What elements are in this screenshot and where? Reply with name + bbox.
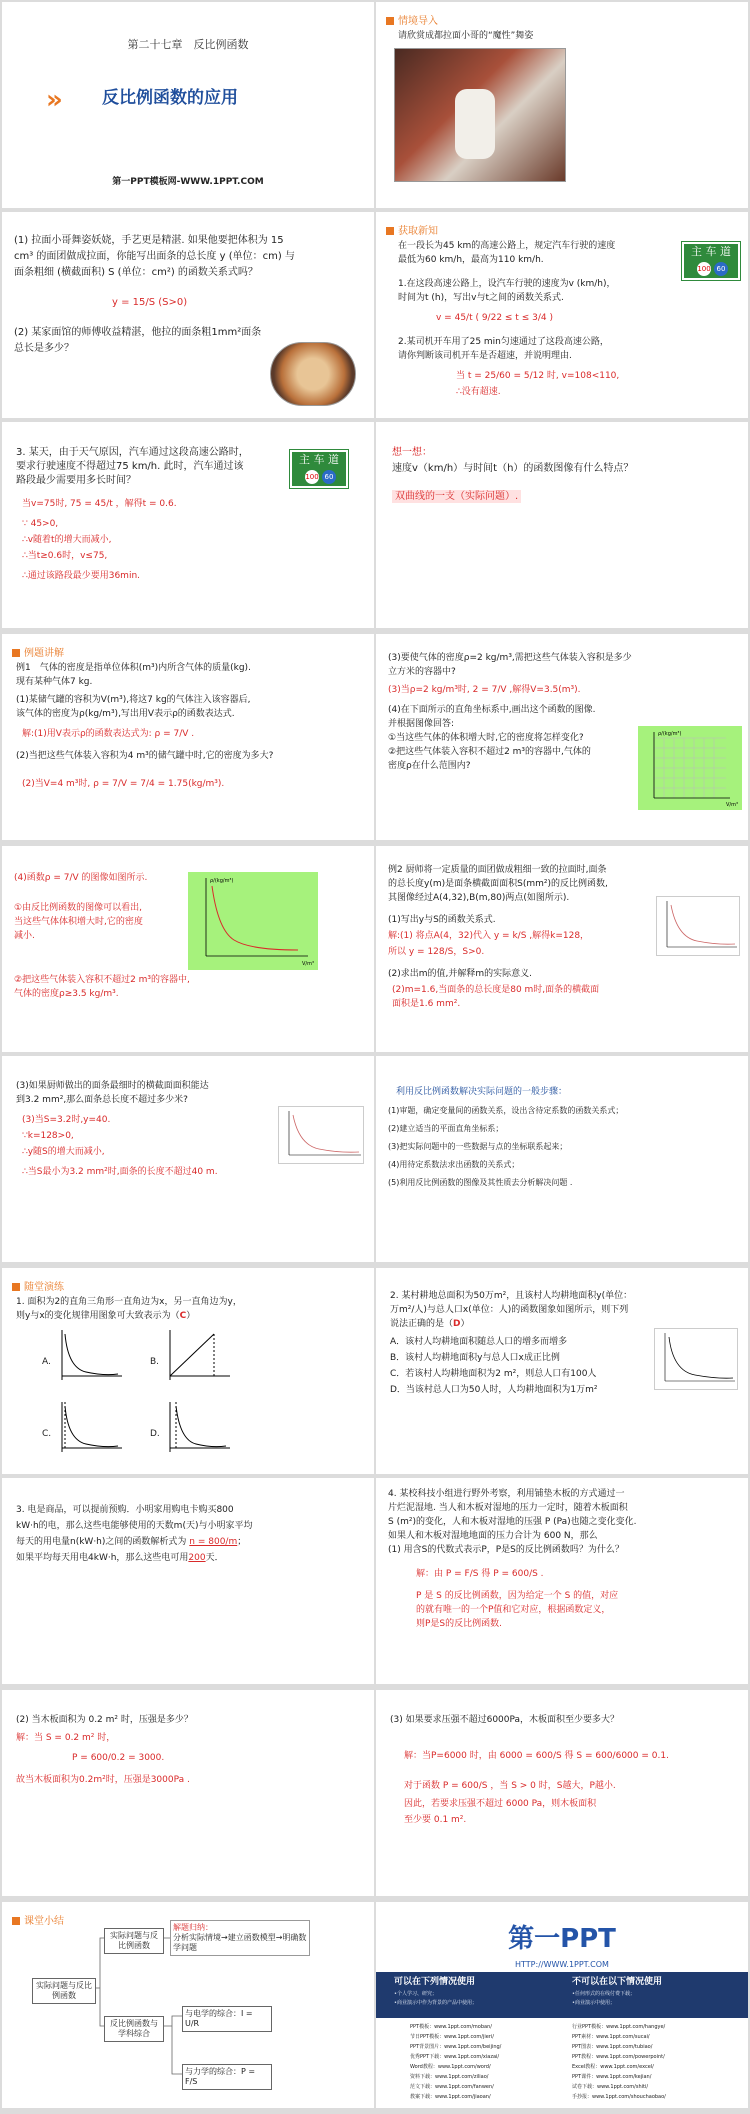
answer-line: ①由反比例函数的图像可以看出, xyxy=(14,903,142,913)
text-line: (1)某储气罐的容积为V(m³),将这7 kg的气体注入该容器后, xyxy=(16,695,251,705)
text-line: 立方米的容器中? xyxy=(388,667,456,677)
speed-max-icon: 100 xyxy=(305,470,319,484)
text-line: 密度ρ在什么范围内? xyxy=(388,761,471,771)
formula: y = 15/S (S>0) xyxy=(112,297,188,308)
intro-text: 请欣赏成都拉面小哥的“魔性”舞姿 xyxy=(398,31,534,41)
text-line: 最低为60 km/h，最高为110 km/h. xyxy=(398,255,544,265)
slide-example2-cont xyxy=(2,1056,374,1262)
answer-line: P 是 S 的反比例函数，因为给定一个 S 的值，对应 xyxy=(416,1591,619,1601)
answer-line: ∴v随着t的增大而减小, xyxy=(22,535,112,545)
license-text: •个人学习、研究； xyxy=(394,1991,437,1997)
answer-line: 则P是S的反比例函数. xyxy=(416,1619,503,1629)
text-line: ①当这些气体的体积增大时,它的密度将怎样变化? xyxy=(388,733,584,743)
hyperbola-curve xyxy=(212,886,298,950)
question-line: 总长是多少？ xyxy=(14,343,74,354)
answer-line: ∴当t≥0.6时，v≤75, xyxy=(22,551,108,561)
axis-label-y: ρ/(kg/m³) xyxy=(210,878,234,884)
option-c-label: C. xyxy=(42,1429,52,1439)
text-line: 每天的用电量n(kW·h)之间的函数解析式为 xyxy=(16,1537,187,1547)
footer-text: 第一PPT模板网-WWW.1PPT.COM xyxy=(112,177,264,187)
link-list-right xyxy=(572,2022,666,2102)
think-heading: 想一想： xyxy=(392,447,432,458)
answer-line: ∴当S最小为3.2 mm²时,面条的长度不超过40 m. xyxy=(22,1167,218,1177)
option-a-graph xyxy=(56,1328,126,1384)
axis-label-x: V/m³ xyxy=(726,802,738,808)
answer-line: 解:(1)用V表示ρ的函数表达式为: ρ = 7/V . xyxy=(22,729,195,739)
step-item: (3)把实际问题中的一些数据与点的坐标联系起来； xyxy=(388,1142,568,1151)
answer-line: 解:(1) 将点A(4，32)代入 y = k/S ,解得k=128， xyxy=(388,931,590,941)
step-item: (5)利用反比例函数的图像及其性质去分析解决问题 . xyxy=(388,1178,573,1187)
option-c-graph xyxy=(56,1400,126,1456)
option-b-graph xyxy=(164,1328,234,1384)
chapter-label: 第二十七章 反比例函数 xyxy=(127,38,249,51)
answer-line: (3)当ρ=2 kg/m³时, 2 = 7/V ,解得V=3.5(m³). xyxy=(388,685,581,695)
text-line: 说法正确的是（ xyxy=(390,1319,454,1329)
step-item: (4)用待定系数法求出函数的关系式； xyxy=(388,1160,520,1169)
text-line: 2.某司机开车用了25 min匀速通过了这段高速公路， xyxy=(398,337,609,347)
option-d-label: D. xyxy=(150,1429,160,1439)
slide-title-text: 反比例函数的应用 xyxy=(102,88,238,108)
ppt-logo: 第一PPT xyxy=(508,1924,616,1954)
speed-min-icon: 60 xyxy=(714,262,728,276)
text-line: 要求行驶速度不得超过75 km/h. 此时，汽车通过该 xyxy=(16,461,244,472)
option-b: B．该村人均耕地面积y与总人口x成正比例 xyxy=(390,1353,560,1363)
text-line: 其图像经过A(4,32),B(m,80)两点(如图所示). xyxy=(388,893,570,903)
answer-line: 解：当 S = 0.2 m² 时， xyxy=(16,1733,116,1743)
graph-panel xyxy=(188,872,318,970)
question-line: cm³ 的面团做成拉面，你能写出面条的总长度 y (单位：cm) 与 xyxy=(14,251,295,262)
answer-days: 200 xyxy=(188,1553,206,1563)
text-line: 万m²/人)与总人口x(单位：人)的函数图象如图所示，则下列 xyxy=(390,1305,629,1315)
text-line: 2. 某村耕地总面积为50万m²，且该村人均耕地面积y(单位： xyxy=(390,1291,633,1301)
text-line: 请你判断该司机开车是否超速，并说明理由. xyxy=(398,351,572,361)
text-line: 例1 气体的密度是指单位体积(m³)内所含气体的质量(kg). xyxy=(16,663,251,673)
text-line: 到3.2 mm²,那么面条总长度不超过多少米? xyxy=(16,1095,188,1105)
link-list-left xyxy=(410,2022,501,2102)
answer-line: (3)当S=3.2时,y=40. xyxy=(22,1115,111,1125)
empty-coordinate-grid xyxy=(638,726,742,810)
step-item: (2)建立适当的平面直角坐标系； xyxy=(388,1124,504,1133)
option-b-label: B. xyxy=(150,1357,160,1367)
noodle-bowl-photo xyxy=(270,342,356,406)
resource-link[interactable]: PPT模板：www.1ppt.com/moban/ xyxy=(410,2024,492,2030)
option-d: D．当该村总人口为50人时，人均耕地面积为1万m² xyxy=(390,1385,598,1395)
license-heading-forbidden: 不可以在以下情况使用 xyxy=(572,1977,663,1987)
resource-link[interactable]: PPT素材：www.1ppt.com/sucai/ xyxy=(572,2034,650,2040)
answer-line: 当这些气体体积增大时,它的密度 xyxy=(14,917,143,927)
text-line: 4. 某校科技小组进行野外考察，利用铺垫木板的方式通过一 xyxy=(388,1489,625,1499)
summary-connectors xyxy=(2,1902,374,2108)
option-d-graph xyxy=(164,1400,234,1456)
slide-steps xyxy=(376,1056,748,1262)
answer-line: 所以 y = 128/S，S>0. xyxy=(388,947,485,957)
text-line: (3) 如果要求压强不超过6000Pa，木板面积至少要多大？ xyxy=(390,1715,620,1725)
summary-mechanics: 与力学的综合：P = F/S xyxy=(182,2064,272,2090)
question-line: 面条粗细 (横截面积) S (单位：cm²) 的函数关系式吗？ xyxy=(14,267,258,278)
slide-question3 xyxy=(2,422,374,628)
section-label: 情境导入 xyxy=(386,12,438,27)
slide-example1 xyxy=(2,634,374,840)
slide-graph-answer xyxy=(2,846,374,1052)
answer-line: 因此，若要求压强不超过 6000 Pa，则木板面积 xyxy=(404,1799,597,1809)
empty-grid-panel xyxy=(638,726,742,810)
resource-link[interactable]: PPT图表：www.1ppt.com/tubiao/ xyxy=(572,2044,653,2050)
text-line: ） xyxy=(186,1311,196,1321)
text-line: 时间为t (h)，写出v与t之间的函数关系式. xyxy=(398,293,564,303)
speed-max-icon: 100 xyxy=(697,262,711,276)
text-line: 则y与x的变化规律用图象可大致表示为（ xyxy=(16,1311,180,1321)
answer-line: 解：当P=6000 时，由 6000 = 600/S 得 S = 600/6000 = 0.1. xyxy=(404,1751,669,1761)
slide-practice3 xyxy=(2,1478,374,1684)
axis-label-x: V/m³ xyxy=(302,961,314,967)
answer-line: P = 600/0.2 = 3000. xyxy=(72,1753,165,1763)
slide-new-knowledge xyxy=(376,212,748,418)
slide-practice1 xyxy=(2,1268,374,1474)
resource-link[interactable]: 行业PPT模板：www.1ppt.com/hangye/ xyxy=(572,2024,666,2030)
text-line: 该气体的密度为ρ(kg/m³),写出用V表示ρ的函数表达式. xyxy=(16,709,235,719)
answer-line: 至少要 0.1 m². xyxy=(404,1815,467,1825)
option-a-label: A. xyxy=(42,1357,51,1367)
answer-line: 减小. xyxy=(14,931,35,941)
answer-line: ∴通过该路段最少要用36min. xyxy=(22,571,141,581)
arrows-icon: » xyxy=(46,85,63,115)
text-line: (1)写出y与S的函数关系式. xyxy=(388,915,496,925)
chef-figure xyxy=(455,89,495,159)
resource-link[interactable]: 范文下载：www.1ppt.com/fanwen/ xyxy=(410,2084,494,2090)
text-line: 路段最少需要用多长时间？ xyxy=(16,475,136,486)
answer-line: ∵ 45>0, xyxy=(22,519,59,529)
slide-example1-cont xyxy=(376,634,748,840)
question-line: (1) 拉面小哥舞姿妖娆，手艺更是精湛. 如果他要把体积为 15 xyxy=(14,235,284,246)
text-line: ； xyxy=(237,1537,247,1547)
question-line: (2) 某家面馆的师傅收益精湛，他拉的面条粗1mm²面条 xyxy=(14,327,262,338)
answer-line: ∴y随S的增大而减小, xyxy=(22,1147,105,1157)
text-line: 1. 面积为2的直角三角形一直角边为x，另一直角边为y， xyxy=(16,1297,242,1307)
answer-choice: C xyxy=(179,1311,187,1321)
text-line: (2)当把这些气体装入容积为4 m³的储气罐中时,它的密度为多大? xyxy=(16,751,274,761)
summary-branch-box: 反比例函数与学科综合 xyxy=(104,2016,164,2042)
slide-intro xyxy=(376,2,748,208)
formula: v = 45/t ( 9/22 ≤ t ≤ 3/4 ) xyxy=(436,313,553,323)
slide-think xyxy=(376,422,748,628)
answer-line: (2)当V=4 m³时, ρ = 7/V = 7/4 = 1.75(kg/m³). xyxy=(22,779,225,789)
slide-title xyxy=(2,2,374,208)
answer-line: 当v=75时, 75 = 45/t ，解得t = 0.6. xyxy=(22,499,177,509)
answer-line: 气体的密度ρ≥3.5 kg/m³. xyxy=(14,989,119,999)
text-line: 速度v（km/h）与时间t（h）的函数图像有什么特点？ xyxy=(392,463,634,474)
answer-highlight: 双曲线的一支（实际问题）. xyxy=(392,490,521,503)
text-line: 并根据图像回答: xyxy=(388,719,455,729)
steps-title: 利用反比例函数解决实际问题的一般步骤： xyxy=(396,1087,568,1097)
license-text: •任何形式的在线付费下载； xyxy=(572,1991,635,1997)
text-line: 在一段长为45 km的高速公路上，规定汽车行驶的速度 xyxy=(398,241,616,251)
text-line: S (m²)的变化，人和木板对湿地的压强 P (Pa)也随之变化变化. xyxy=(388,1517,637,1527)
section-label: 例题讲解 xyxy=(12,644,64,659)
speed-min-icon: 60 xyxy=(322,470,336,484)
text-line: 3. 电是商品，可以提前预购．小明家用购电卡购买800 xyxy=(16,1505,234,1515)
text-line: 片烂泥湿地. 当人和木板对湿地的压力一定时，随着木板面积 xyxy=(388,1503,628,1513)
text-line: (1) 用含S的代数式表示P，P是S的反比例函数吗？为什么？ xyxy=(388,1545,624,1555)
text-line: (4)在下面所示的直角坐标系中,画出这个函数的图像. xyxy=(388,705,596,715)
summary-note-title: 解题归纳： xyxy=(173,1923,213,1932)
text-line: 例2 厨师将一定质量的面团做成粗细一致的拉面时,面条 xyxy=(388,865,607,875)
option-a: A．该村人均耕地面积随总人口的增多而增多 xyxy=(390,1337,568,1347)
slide-example2 xyxy=(376,846,748,1052)
text-line: 的总长度y(m)是面条横截面面积S(mm²)的反比例函数, xyxy=(388,879,608,889)
answer-line: ∵k=128>0, xyxy=(22,1131,74,1141)
summary-electric: 与电学的综合：I = U/R xyxy=(182,2006,272,2032)
slide-noodle-question xyxy=(2,212,374,418)
answer-line: 对于函数 P = 600/S ，当 S > 0 时，S越大，P越小. xyxy=(404,1781,616,1791)
resource-link[interactable]: Word教程：www.1ppt.com/word/ xyxy=(410,2064,491,2070)
logo-url: HTTP://WWW.1PPT.COM xyxy=(515,1960,609,1969)
highway-sign-icon xyxy=(682,242,740,280)
section-label: 获取新知 xyxy=(386,222,438,237)
noodle-graph xyxy=(278,1106,364,1164)
answer-line: ∴没有超速. xyxy=(456,387,501,397)
resource-link[interactable]: 优秀PPT下载：www.1ppt.com/xiazai/ xyxy=(410,2054,500,2060)
noodle-graph xyxy=(656,896,740,956)
license-text: •商业演示中使用； xyxy=(572,2000,615,2006)
license-text: •商业演示中作为背景的产品中使用； xyxy=(394,2000,477,2006)
sign-text: 主 车 道 xyxy=(691,245,731,258)
text-line: (4)函数ρ = 7/V 的图像如图所示. xyxy=(14,873,148,883)
step-item: (1)审题，确定变量间的函数关系，设出含待定系数的函数关系式； xyxy=(388,1106,624,1115)
resource-link[interactable]: PPT背景图片：www.1ppt.com/beijing/ xyxy=(410,2044,502,2050)
resource-link[interactable]: 教案下载：www.1ppt.com/jiaoan/ xyxy=(410,2094,491,2100)
resource-link[interactable]: PPT教程：www.1ppt.com/powerpoint/ xyxy=(572,2054,665,2060)
answer-formula: n = 800/m xyxy=(189,1537,238,1547)
option-c: C．若该村人均耕地面积为2 m²，则总人口有100人 xyxy=(390,1369,597,1379)
text-line: 现有某种气体7 kg. xyxy=(16,677,93,687)
resource-link[interactable]: 节日PPT模板：www.1ppt.com/jieri/ xyxy=(410,2034,494,2040)
text-line: 如果人和木板对湿地地面的压力合计为 600 N，那么 xyxy=(388,1531,598,1541)
slide-practice2 xyxy=(376,1268,748,1474)
answer-line: 当 t = 25/60 = 5/12 时, v=108<110, xyxy=(456,371,620,381)
answer-line: 故当木板面积为0.2m²时，压强是3000Pa . xyxy=(16,1775,190,1785)
answer-choice: D xyxy=(453,1319,461,1329)
text-line: (3)要使气体的密度ρ=2 kg/m³,需把这些气体装入容积是多少 xyxy=(388,653,632,663)
density-graph xyxy=(188,872,318,970)
text-line: (2)求出m的值,并解释m的实际意义. xyxy=(388,969,533,979)
resource-link[interactable]: Excel教程：www.1ppt.com/excel/ xyxy=(572,2064,654,2070)
resource-link[interactable]: 手抄报：www.1ppt.com/shouchaobao/ xyxy=(572,2094,666,2100)
text-line: ②把这些气体装入容积不超过2 m³的容器中,气体的 xyxy=(388,747,591,757)
section-label: 随堂演练 xyxy=(12,1278,64,1293)
slide-license xyxy=(376,1902,748,2108)
section-label: 课堂小结 xyxy=(12,1912,64,1927)
population-graph xyxy=(654,1328,738,1390)
slide-summary xyxy=(2,1902,374,2108)
resource-link[interactable]: 资料下载：www.1ppt.com/ziliao/ xyxy=(410,2074,489,2080)
summary-branch-box: 实际问题与反比例函数 xyxy=(104,1928,164,1954)
text-line: 天． xyxy=(205,1553,224,1563)
answer-line: 解：由 P = F/S 得 P = 600/S . xyxy=(416,1569,544,1579)
video-photo xyxy=(394,48,566,182)
answer-line: 面积是1.6 mm². xyxy=(392,999,461,1009)
text-line: ） xyxy=(460,1319,470,1329)
answer-line: 的就有唯一的一个P值和它对应，根据函数定义， xyxy=(416,1605,611,1615)
summary-root-box: 实际问题与反比例函数 xyxy=(32,1978,96,2004)
answer-line: ②把这些气体装入容积不超过2 m³的容器中, xyxy=(14,975,190,985)
resource-link[interactable]: PPT课件：www.1ppt.com/kejian/ xyxy=(572,2074,652,2080)
text-line: kW·h的电，那么这些电能够使用的天数m(天)与小明家平均 xyxy=(16,1521,253,1531)
sign-text: 主 车 道 xyxy=(299,453,339,466)
highway-sign-icon xyxy=(290,450,348,488)
text-line: (3)如果厨师做出的面条最细时的横截面面积能达 xyxy=(16,1081,209,1091)
text-line: (2) 当木板面积为 0.2 m² 时，压强是多少？ xyxy=(16,1715,193,1725)
text-line: 3. 某天，由于天气原因，汽车通过这段高速公路时， xyxy=(16,447,249,458)
summary-note-text: 分析实际情境→建立函数模型→明确数学问题 xyxy=(173,1933,307,1952)
answer-line: (2)m=1.6,当面条的总长度是80 m时,面条的横截面 xyxy=(392,985,600,995)
slide-practice4-q3 xyxy=(376,1690,748,1896)
text-line: 如果平均每天用电4kW·h，那么这些电可用 xyxy=(16,1553,189,1563)
text-line: 1.在这段高速公路上，设汽车行驶的速度为v (km/h)， xyxy=(398,279,616,289)
axis-label-y: ρ/(kg/m³) xyxy=(658,731,682,737)
license-heading-allowed: 可以在下列情况使用 xyxy=(394,1977,476,1987)
resource-link[interactable]: 试卷下载：www.1ppt.com/shiti/ xyxy=(572,2084,649,2090)
slide-practice4-q2 xyxy=(2,1690,374,1896)
slide-practice4 xyxy=(376,1478,748,1684)
